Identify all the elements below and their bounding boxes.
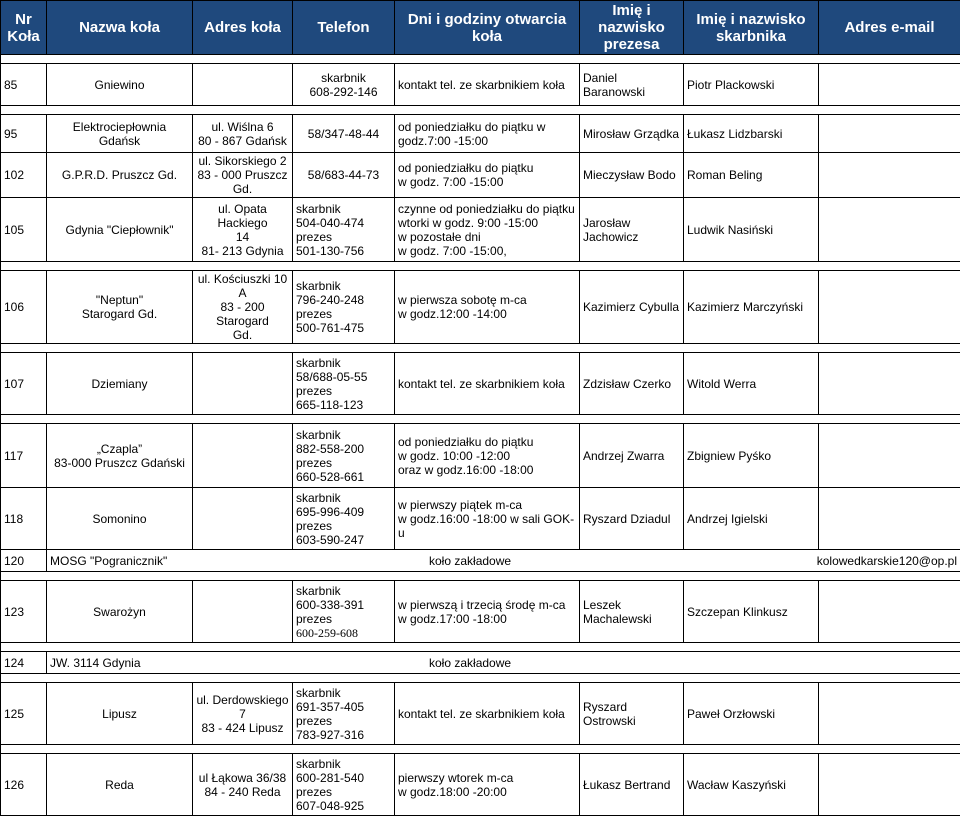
cell-phone: skarbnik 600-281-540 prezes 607-048-925	[293, 754, 395, 816]
cell-nr: 117	[1, 424, 47, 488]
table-row	[1, 198, 960, 262]
phone-extra: 600-259-608	[296, 626, 391, 640]
cell-email	[819, 64, 960, 106]
spacer-row	[1, 106, 960, 115]
cell-email	[819, 353, 960, 415]
header-address: Adres koła	[193, 1, 293, 55]
cell-email: kolowedkarskie120@op.pl	[817, 554, 957, 568]
spacer-row	[1, 344, 960, 353]
table-row	[1, 550, 960, 572]
cell-address	[193, 64, 293, 106]
cell-nr: 105	[1, 198, 47, 262]
cell-nr: 120	[1, 550, 47, 572]
cell-nr: 124	[1, 652, 47, 674]
cell-name: Gniewino	[47, 64, 193, 106]
cell-president: Ryszard Dziadul	[580, 488, 684, 550]
cell-email	[819, 153, 960, 198]
cell-nr: 123	[1, 581, 47, 643]
cell-phone: 58/683-44-73	[293, 153, 395, 198]
cell-address	[193, 488, 293, 550]
cell-address: ul. Wiślna 6 80 - 867 Gdańsk	[193, 115, 293, 153]
table-row	[1, 424, 960, 488]
cell-secretary: Łukasz Lidzbarski	[684, 115, 819, 153]
cell-hours: w pierwszą i trzecią środę m-ca w godz.17:00 -18:00	[395, 581, 580, 643]
cell-phone: skarbnik 691-357-405 prezes 783-927-316	[293, 683, 395, 745]
table-row	[1, 754, 960, 816]
spacer-row	[1, 643, 960, 652]
cell-address	[193, 353, 293, 415]
cell-name: G.P.R.D. Pruszcz Gd.	[47, 153, 193, 198]
cell-email	[819, 198, 960, 262]
cell-nr: 125	[1, 683, 47, 745]
spacer-row	[1, 572, 960, 581]
cell-wide	[47, 550, 960, 572]
cell-president: Andrzej Zwarra	[580, 424, 684, 488]
cell-phone: skarbnik 504-040-474 prezes 501-130-756	[293, 198, 395, 262]
cell-phone: 58/347-48-44	[293, 115, 395, 153]
cell-email	[819, 424, 960, 488]
cell-phone: skarbnik 695-996-409 prezes 603-590-247	[293, 488, 395, 550]
cell-secretary: Ludwik Nasiński	[684, 198, 819, 262]
cell-address: ul. Opata Hackiego 14 81- 213 Gdynia	[193, 198, 293, 262]
cell-president: Łukasz Bertrand	[580, 754, 684, 816]
cell-hours: od poniedziałku do piątku w godz.7:00 -15:00	[395, 115, 580, 153]
cell-president: Leszek Machalewski	[580, 581, 684, 643]
cell-secretary: Wacław Kaszyński	[684, 754, 819, 816]
cell-nr: 126	[1, 754, 47, 816]
cell-address: ul. Sikorskiego 2 83 - 000 Pruszcz Gd.	[193, 153, 293, 198]
table-row	[1, 115, 960, 153]
cell-name: JW. 3114 Gdynia	[50, 656, 141, 670]
cell-name: Gdynia "Ciepłownik"	[47, 198, 193, 262]
cell-name: Somonino	[47, 488, 193, 550]
cell-hours: czynne od poniedziałku do piątku wtorki w godz. 9:00 -15:00 w pozostałe dni w godz. 7:00 -15:00,	[395, 198, 580, 262]
cell-email	[819, 754, 960, 816]
header-nr: Nr Koła	[1, 1, 47, 55]
cell-nr: 106	[1, 271, 47, 344]
spacer-row	[1, 674, 960, 683]
cell-phone: skarbnik 58/688-05-55 prezes 665-118-123	[293, 353, 395, 415]
spacer-row	[1, 745, 960, 754]
header-president: Imię i nazwisko prezesa	[580, 1, 684, 55]
table-row	[1, 683, 960, 745]
cell-note: koło zakładowe	[429, 554, 511, 568]
cell-hours: pierwszy wtorek m-ca w godz.18:00 -20:00	[395, 754, 580, 816]
phone-lines: skarbnik 600-338-391 prezes	[296, 584, 391, 626]
table-row	[1, 581, 960, 643]
header-hours: Dni i godziny otwarcia koła	[395, 1, 580, 55]
cell-name: Lipusz	[47, 683, 193, 745]
cell-wide	[47, 652, 960, 674]
cell-phone: skarbnik 608-292-146	[293, 64, 395, 106]
cell-name: "Neptun" Starogard Gd.	[47, 271, 193, 344]
cell-nr: 102	[1, 153, 47, 198]
cell-email	[819, 115, 960, 153]
cell-president: Daniel Baranowski	[580, 64, 684, 106]
cell-nr: 107	[1, 353, 47, 415]
table-row	[1, 153, 960, 198]
table-row	[1, 271, 960, 344]
cell-secretary: Paweł Orzłowski	[684, 683, 819, 745]
header-email: Adres e-mail	[819, 1, 960, 55]
header-phone: Telefon	[293, 1, 395, 55]
cell-hours: od poniedziałku do piątku w godz. 10:00 -12:00 oraz w godz.16:00 -18:00	[395, 424, 580, 488]
cell-president: Mirosław Grządka	[580, 115, 684, 153]
table-row	[1, 353, 960, 415]
cell-address: ul. Kościuszki 10 A 83 - 200 Starogard Gd.	[193, 271, 293, 344]
cell-secretary: Kazimierz Marczyński	[684, 271, 819, 344]
cell-secretary: Zbigniew Pyśko	[684, 424, 819, 488]
cell-hours: w pierwsza sobotę m-ca w godz.12:00 -14:00	[395, 271, 580, 344]
cell-hours: kontakt tel. ze skarbnikiem koła	[395, 353, 580, 415]
cell-hours: kontakt tel. ze skarbnikiem koła	[395, 683, 580, 745]
cell-president: Kazimierz Cybulla	[580, 271, 684, 344]
cell-address	[193, 581, 293, 643]
spacer-row	[1, 415, 960, 424]
cell-address	[193, 424, 293, 488]
table-row	[1, 652, 960, 674]
cell-hours: od poniedziałku do piątku w godz. 7:00 -15:00	[395, 153, 580, 198]
cell-name: Reda	[47, 754, 193, 816]
cell-secretary: Szczepan Klinkusz	[684, 581, 819, 643]
spacer-row	[1, 55, 960, 64]
cell-secretary: Piotr Plackowski	[684, 64, 819, 106]
table-row	[1, 64, 960, 106]
cell-nr: 118	[1, 488, 47, 550]
header-secretary: Imię i nazwisko skarbnika	[684, 1, 819, 55]
cell-president: Ryszard Ostrowski	[580, 683, 684, 745]
cell-email	[819, 488, 960, 550]
cell-phone: skarbnik 882-558-200 prezes 660-528-661	[293, 424, 395, 488]
spacer-row	[1, 262, 960, 271]
cell-secretary: Andrzej Igielski	[684, 488, 819, 550]
cell-nr: 95	[1, 115, 47, 153]
cell-name: MOSG "Pogranicznik"	[50, 554, 167, 568]
cell-email	[819, 683, 960, 745]
cell-president: Jarosław Jachowicz	[580, 198, 684, 262]
header-name: Nazwa koła	[47, 1, 193, 55]
cell-hours: w pierwszy piątek m-ca w godz.16:00 -18:00 w sali GOK-u	[395, 488, 580, 550]
cell-nr: 85	[1, 64, 47, 106]
cell-email	[819, 271, 960, 344]
cell-phone	[293, 581, 395, 643]
cell-hours: kontakt tel. ze skarbnikiem koła	[395, 64, 580, 106]
cell-phone: skarbnik 796-240-248 prezes 500-761-475	[293, 271, 395, 344]
cell-name: Swarożyn	[47, 581, 193, 643]
header-row	[1, 1, 960, 55]
cell-secretary: Witold Werra	[684, 353, 819, 415]
cell-secretary: Roman Beling	[684, 153, 819, 198]
cell-president: Zdzisław Czerko	[580, 353, 684, 415]
cell-name: „Czapla” 83-000 Pruszcz Gdański	[47, 424, 193, 488]
cell-address: ul. Derdowskiego 7 83 - 424 Lipusz	[193, 683, 293, 745]
cell-president: Mieczysław Bodo	[580, 153, 684, 198]
table-row	[1, 488, 960, 550]
cell-name: Elektrociepłownia Gdańsk	[47, 115, 193, 153]
cell-email	[819, 581, 960, 643]
cell-address: ul Łąkowa 36/38 84 - 240 Reda	[193, 754, 293, 816]
cell-name: Dziemiany	[47, 353, 193, 415]
cell-note: koło zakładowe	[429, 656, 511, 670]
